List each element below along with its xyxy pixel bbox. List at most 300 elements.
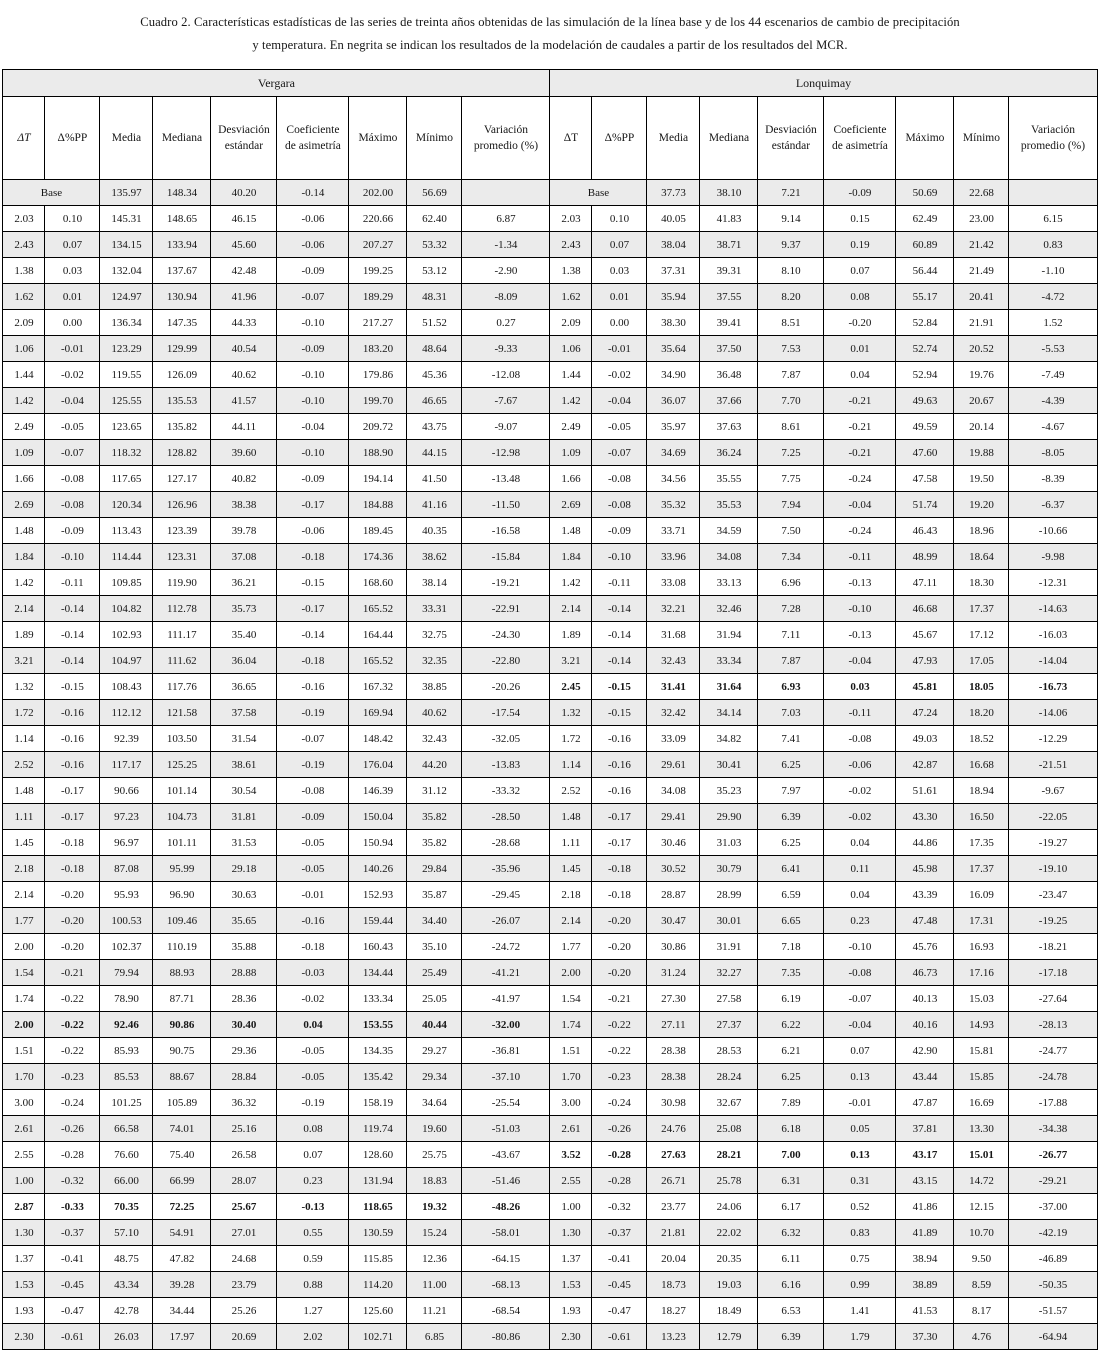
cell: -29.21 — [1009, 1168, 1097, 1194]
cell: 121.58 — [153, 700, 211, 726]
cell: 0.83 — [1009, 232, 1097, 258]
cell: 30.52 — [647, 856, 700, 882]
cell: 153.55 — [349, 1012, 407, 1038]
cell: -0.17 — [277, 492, 349, 518]
cell: 165.52 — [349, 596, 407, 622]
cell: 133.34 — [349, 986, 407, 1012]
cell: 1.14 — [550, 752, 592, 778]
table-row — [3, 1012, 1097, 1038]
cell: -0.01 — [277, 882, 349, 908]
cell: 0.19 — [824, 232, 896, 258]
cell: 37.08 — [211, 544, 277, 570]
cell: 40.13 — [896, 986, 954, 1012]
cell: -0.10 — [277, 440, 349, 466]
cell: 25.49 — [407, 960, 462, 986]
cell: -22.91 — [462, 596, 550, 622]
cell: 6.87 — [462, 206, 550, 232]
caption-line-2: y temperatura. En negrita se indican los resultados de la modelación de caudales a partir de los resultados del MCR. — [252, 38, 848, 52]
cell: -0.16 — [277, 908, 349, 934]
cell: 43.15 — [896, 1168, 954, 1194]
cell: 35.65 — [211, 908, 277, 934]
cell: 20.67 — [954, 388, 1009, 414]
cell: 34.90 — [647, 362, 700, 388]
cell: 87.71 — [153, 986, 211, 1012]
base-label: Base — [550, 180, 647, 206]
cell: 0.23 — [277, 1168, 349, 1194]
cell: -0.18 — [592, 882, 647, 908]
cell: 119.55 — [100, 362, 153, 388]
cell: -25.54 — [462, 1090, 550, 1116]
cell: 102.71 — [349, 1324, 407, 1350]
cell: 38.30 — [647, 310, 700, 336]
cell: 9.37 — [758, 232, 824, 258]
cell: 54.91 — [153, 1220, 211, 1246]
cell: 34.14 — [700, 700, 758, 726]
cell: -0.05 — [277, 856, 349, 882]
cell: 47.48 — [896, 908, 954, 934]
cell: -1.10 — [1009, 258, 1097, 284]
cell: 40.82 — [211, 466, 277, 492]
cell: -0.28 — [592, 1168, 647, 1194]
cell: 1.84 — [3, 544, 45, 570]
cell: 2.18 — [3, 856, 45, 882]
cell: 2.14 — [3, 596, 45, 622]
table-row — [3, 336, 1097, 362]
cell: 1.66 — [550, 466, 592, 492]
cell: 7.35 — [758, 960, 824, 986]
cell: 20.41 — [954, 284, 1009, 310]
table-row — [3, 440, 1097, 466]
cell: 18.52 — [954, 726, 1009, 752]
cell: 35.64 — [647, 336, 700, 362]
cell: -51.46 — [462, 1168, 550, 1194]
cell: 179.86 — [349, 362, 407, 388]
cell: 92.46 — [100, 1012, 153, 1038]
cell: 48.31 — [407, 284, 462, 310]
cell: 29.27 — [407, 1038, 462, 1064]
cell: -0.32 — [592, 1194, 647, 1220]
cell: 7.21 — [758, 180, 824, 206]
cell: -0.08 — [45, 466, 100, 492]
cell: 1.93 — [3, 1298, 45, 1324]
cell: 1.62 — [550, 284, 592, 310]
cell: 18.49 — [700, 1298, 758, 1324]
cell: -0.06 — [277, 206, 349, 232]
cell: 25.78 — [700, 1168, 758, 1194]
cell: 70.35 — [100, 1194, 153, 1220]
cell: -0.15 — [277, 570, 349, 596]
cell: 2.03 — [3, 206, 45, 232]
cell: 114.20 — [349, 1272, 407, 1298]
cell: -0.14 — [592, 622, 647, 648]
cell: 95.99 — [153, 856, 211, 882]
cell: 28.87 — [647, 882, 700, 908]
cell: 29.41 — [647, 804, 700, 830]
cell: 140.26 — [349, 856, 407, 882]
col-header-maximo: Máximo — [349, 97, 407, 180]
cell: 39.31 — [700, 258, 758, 284]
cell: 47.82 — [153, 1246, 211, 1272]
cell: 145.31 — [100, 206, 153, 232]
cell: 100.53 — [100, 908, 153, 934]
col-header-variacion: Variación promedio (%) — [1009, 97, 1097, 180]
cell: 189.29 — [349, 284, 407, 310]
cell: -7.67 — [462, 388, 550, 414]
cell: -0.16 — [592, 752, 647, 778]
cell: 2.14 — [3, 882, 45, 908]
col-header-dt: ΔT — [3, 97, 45, 180]
cell: 51.61 — [896, 778, 954, 804]
cell: 9.50 — [954, 1246, 1009, 1272]
cell: -32.05 — [462, 726, 550, 752]
cell-empty — [462, 180, 550, 206]
cell: 1.32 — [3, 674, 45, 700]
cell: -24.77 — [1009, 1038, 1097, 1064]
cell: 184.88 — [349, 492, 407, 518]
cell: -0.10 — [592, 544, 647, 570]
cell: 34.64 — [407, 1090, 462, 1116]
cell: 19.88 — [954, 440, 1009, 466]
cell: 35.23 — [700, 778, 758, 804]
cell: 1.11 — [3, 804, 45, 830]
cell: 119.90 — [153, 570, 211, 596]
cell: 43.30 — [896, 804, 954, 830]
cell: 2.00 — [3, 1012, 45, 1038]
cell: 202.00 — [349, 180, 407, 206]
col-header-coeficiente: Coeficiente de asimetría — [277, 97, 349, 180]
table-body — [3, 206, 1097, 1350]
cell: -0.08 — [277, 778, 349, 804]
cell: 1.53 — [550, 1272, 592, 1298]
cell: -0.04 — [824, 648, 896, 674]
table-row — [3, 908, 1097, 934]
cell: 123.29 — [100, 336, 153, 362]
cell: -0.18 — [277, 648, 349, 674]
cell: 189.45 — [349, 518, 407, 544]
cell: 1.53 — [3, 1272, 45, 1298]
caption-line-1: Cuadro 2. Características estadísticas de las series de treinta años obtenidas de las simulación de la línea base y de los 44 escenarios de cambio de precipitación — [140, 15, 960, 29]
cell: 32.75 — [407, 622, 462, 648]
cell: -16.73 — [1009, 674, 1097, 700]
cell: -0.16 — [45, 726, 100, 752]
cell: -32.00 — [462, 1012, 550, 1038]
cell: 1.11 — [550, 830, 592, 856]
cell: -0.02 — [45, 362, 100, 388]
cell: -0.21 — [45, 960, 100, 986]
cell: 30.86 — [647, 934, 700, 960]
cell: 12.36 — [407, 1246, 462, 1272]
cell: 33.96 — [647, 544, 700, 570]
table-row — [3, 1090, 1097, 1116]
cell: 85.93 — [100, 1038, 153, 1064]
cell: 45.36 — [407, 362, 462, 388]
cell: 28.53 — [700, 1038, 758, 1064]
cell: 0.07 — [45, 232, 100, 258]
cell: -19.27 — [1009, 830, 1097, 856]
cell: 7.03 — [758, 700, 824, 726]
cell: -68.13 — [462, 1272, 550, 1298]
cell: -0.21 — [592, 986, 647, 1012]
table-row — [3, 726, 1097, 752]
cell: -0.09 — [592, 518, 647, 544]
cell: -0.24 — [824, 466, 896, 492]
cell: 72.25 — [153, 1194, 211, 1220]
cell: 1.51 — [3, 1038, 45, 1064]
cell: 2.09 — [550, 310, 592, 336]
cell: -0.17 — [592, 830, 647, 856]
cell: 2.00 — [3, 934, 45, 960]
cell: 50.69 — [896, 180, 954, 206]
cell: 1.48 — [3, 778, 45, 804]
cell: 18.83 — [407, 1168, 462, 1194]
cell: 66.00 — [100, 1168, 153, 1194]
cell: -0.06 — [824, 752, 896, 778]
cell: 27.63 — [647, 1142, 700, 1168]
cell: -0.05 — [277, 1038, 349, 1064]
cell: 40.62 — [407, 700, 462, 726]
cell: 8.17 — [954, 1298, 1009, 1324]
cell: -19.10 — [1009, 856, 1097, 882]
cell: -4.67 — [1009, 414, 1097, 440]
cell: 164.44 — [349, 622, 407, 648]
cell: 35.88 — [211, 934, 277, 960]
cell: 41.50 — [407, 466, 462, 492]
cell: -9.67 — [1009, 778, 1097, 804]
cell: 111.62 — [153, 648, 211, 674]
cell: 85.53 — [100, 1064, 153, 1090]
cell: 18.27 — [647, 1298, 700, 1324]
cell: 24.76 — [647, 1116, 700, 1142]
cell: -0.11 — [824, 544, 896, 570]
cell: -0.01 — [824, 1090, 896, 1116]
cell: 0.59 — [277, 1246, 349, 1272]
cell: -0.07 — [45, 440, 100, 466]
cell: -0.26 — [45, 1116, 100, 1142]
cell: 53.32 — [407, 232, 462, 258]
cell: -37.10 — [462, 1064, 550, 1090]
cell: 7.00 — [758, 1142, 824, 1168]
cell: 46.43 — [896, 518, 954, 544]
cell: 25.75 — [407, 1142, 462, 1168]
cell: 1.62 — [3, 284, 45, 310]
cell: -0.23 — [45, 1064, 100, 1090]
cell: -0.37 — [592, 1220, 647, 1246]
cell: 1.52 — [1009, 310, 1097, 336]
cell: -0.18 — [277, 544, 349, 570]
cell: -0.02 — [592, 362, 647, 388]
cell: 109.46 — [153, 908, 211, 934]
cell: -24.30 — [462, 622, 550, 648]
cell: 0.27 — [462, 310, 550, 336]
cell: 30.01 — [700, 908, 758, 934]
cell: 2.03 — [550, 206, 592, 232]
cell: 1.54 — [3, 960, 45, 986]
cell: 39.28 — [153, 1272, 211, 1298]
cell: -0.16 — [277, 674, 349, 700]
cell: 42.78 — [100, 1298, 153, 1324]
cell: 7.41 — [758, 726, 824, 752]
cell: 49.63 — [896, 388, 954, 414]
cell: 30.41 — [700, 752, 758, 778]
cell: 7.53 — [758, 336, 824, 362]
cell: 115.85 — [349, 1246, 407, 1272]
cell: -43.67 — [462, 1142, 550, 1168]
cell: -0.17 — [592, 804, 647, 830]
cell: -0.17 — [45, 804, 100, 830]
cell: 76.60 — [100, 1142, 153, 1168]
cell: 7.97 — [758, 778, 824, 804]
cell: -51.03 — [462, 1116, 550, 1142]
cell: -0.13 — [277, 1194, 349, 1220]
cell: 130.59 — [349, 1220, 407, 1246]
cell: 6.25 — [758, 752, 824, 778]
cell: 2.45 — [550, 674, 592, 700]
cell: 1.72 — [550, 726, 592, 752]
cell: 8.20 — [758, 284, 824, 310]
cell: 135.42 — [349, 1064, 407, 1090]
cell: 27.58 — [700, 986, 758, 1012]
cell: 30.54 — [211, 778, 277, 804]
cell: 56.69 — [407, 180, 462, 206]
cell: 1.27 — [277, 1298, 349, 1324]
cell: -0.08 — [824, 960, 896, 986]
cell: 29.18 — [211, 856, 277, 882]
cell: -0.04 — [45, 388, 100, 414]
cell: 148.34 — [153, 180, 211, 206]
cell: -0.28 — [592, 1142, 647, 1168]
cell: 6.17 — [758, 1194, 824, 1220]
cell: 127.17 — [153, 466, 211, 492]
cell: 23.00 — [954, 206, 1009, 232]
cell: 20.69 — [211, 1324, 277, 1350]
cell: 21.42 — [954, 232, 1009, 258]
cell: 207.27 — [349, 232, 407, 258]
cell: 35.87 — [407, 882, 462, 908]
col-header-mediana: Mediana — [700, 97, 758, 180]
cell: 1.38 — [550, 258, 592, 284]
cell: -0.28 — [45, 1142, 100, 1168]
statistics-table — [2, 69, 1097, 1350]
cell: 15.85 — [954, 1064, 1009, 1090]
cell: 176.04 — [349, 752, 407, 778]
cell: 13.30 — [954, 1116, 1009, 1142]
cell: -0.02 — [277, 986, 349, 1012]
section-header-row — [3, 70, 1097, 97]
cell: 0.07 — [592, 232, 647, 258]
cell: 17.31 — [954, 908, 1009, 934]
cell: 1.93 — [550, 1298, 592, 1324]
cell: 19.32 — [407, 1194, 462, 1220]
cell: 33.34 — [700, 648, 758, 674]
cell: 7.34 — [758, 544, 824, 570]
cell: 35.32 — [647, 492, 700, 518]
cell: -12.98 — [462, 440, 550, 466]
cell: -0.61 — [592, 1324, 647, 1350]
cell: -28.68 — [462, 830, 550, 856]
cell: 18.96 — [954, 518, 1009, 544]
cell: 31.41 — [647, 674, 700, 700]
cell: 32.46 — [700, 596, 758, 622]
cell: 165.52 — [349, 648, 407, 674]
cell: 34.69 — [647, 440, 700, 466]
cell: 34.44 — [153, 1298, 211, 1324]
cell: -58.01 — [462, 1220, 550, 1246]
cell: -0.09 — [277, 466, 349, 492]
cell: 124.97 — [100, 284, 153, 310]
table-caption — [0, 0, 1100, 57]
cell: 0.04 — [824, 882, 896, 908]
cell: -0.24 — [45, 1090, 100, 1116]
cell: 32.27 — [700, 960, 758, 986]
cell: 48.99 — [896, 544, 954, 570]
table-row — [3, 934, 1097, 960]
cell: 16.93 — [954, 934, 1009, 960]
cell: -0.24 — [592, 1090, 647, 1116]
cell: 19.20 — [954, 492, 1009, 518]
cell: 28.88 — [211, 960, 277, 986]
cell: -0.09 — [45, 518, 100, 544]
cell: 1.41 — [824, 1298, 896, 1324]
cell: 6.65 — [758, 908, 824, 934]
cell: 39.78 — [211, 518, 277, 544]
cell: 1.48 — [550, 518, 592, 544]
cell: 158.19 — [349, 1090, 407, 1116]
cell: 34.40 — [407, 908, 462, 934]
cell: 14.93 — [954, 1012, 1009, 1038]
cell: 28.24 — [700, 1064, 758, 1090]
cell: 1.44 — [550, 362, 592, 388]
cell: -0.20 — [592, 960, 647, 986]
cell: 2.30 — [3, 1324, 45, 1350]
cell: 1.00 — [3, 1168, 45, 1194]
cell: 2.02 — [277, 1324, 349, 1350]
cell: -0.22 — [45, 1038, 100, 1064]
cell: 2.69 — [3, 492, 45, 518]
col-header-maximo: Máximo — [896, 97, 954, 180]
cell: 28.84 — [211, 1064, 277, 1090]
cell: 1.42 — [3, 570, 45, 596]
cell: 31.94 — [700, 622, 758, 648]
cell: 101.14 — [153, 778, 211, 804]
cell: 135.97 — [100, 180, 153, 206]
table-row — [3, 1324, 1097, 1350]
cell: 34.56 — [647, 466, 700, 492]
cell: 6.11 — [758, 1246, 824, 1272]
table-row — [3, 778, 1097, 804]
cell: 1.44 — [3, 362, 45, 388]
cell: 43.44 — [896, 1064, 954, 1090]
cell: 42.87 — [896, 752, 954, 778]
cell: -0.16 — [45, 700, 100, 726]
cell: 103.50 — [153, 726, 211, 752]
cell: 120.34 — [100, 492, 153, 518]
cell: 52.84 — [896, 310, 954, 336]
cell: 55.17 — [896, 284, 954, 310]
cell: -22.80 — [462, 648, 550, 674]
cell: 126.96 — [153, 492, 211, 518]
cell: -48.26 — [462, 1194, 550, 1220]
cell: 2.49 — [550, 414, 592, 440]
cell: -0.18 — [45, 830, 100, 856]
cell: 0.08 — [824, 284, 896, 310]
cell: 35.55 — [700, 466, 758, 492]
cell: 0.88 — [277, 1272, 349, 1298]
cell: 15.01 — [954, 1142, 1009, 1168]
cell: -68.54 — [462, 1298, 550, 1324]
cell: -5.53 — [1009, 336, 1097, 362]
cell: 38.62 — [407, 544, 462, 570]
cell: 74.01 — [153, 1116, 211, 1142]
